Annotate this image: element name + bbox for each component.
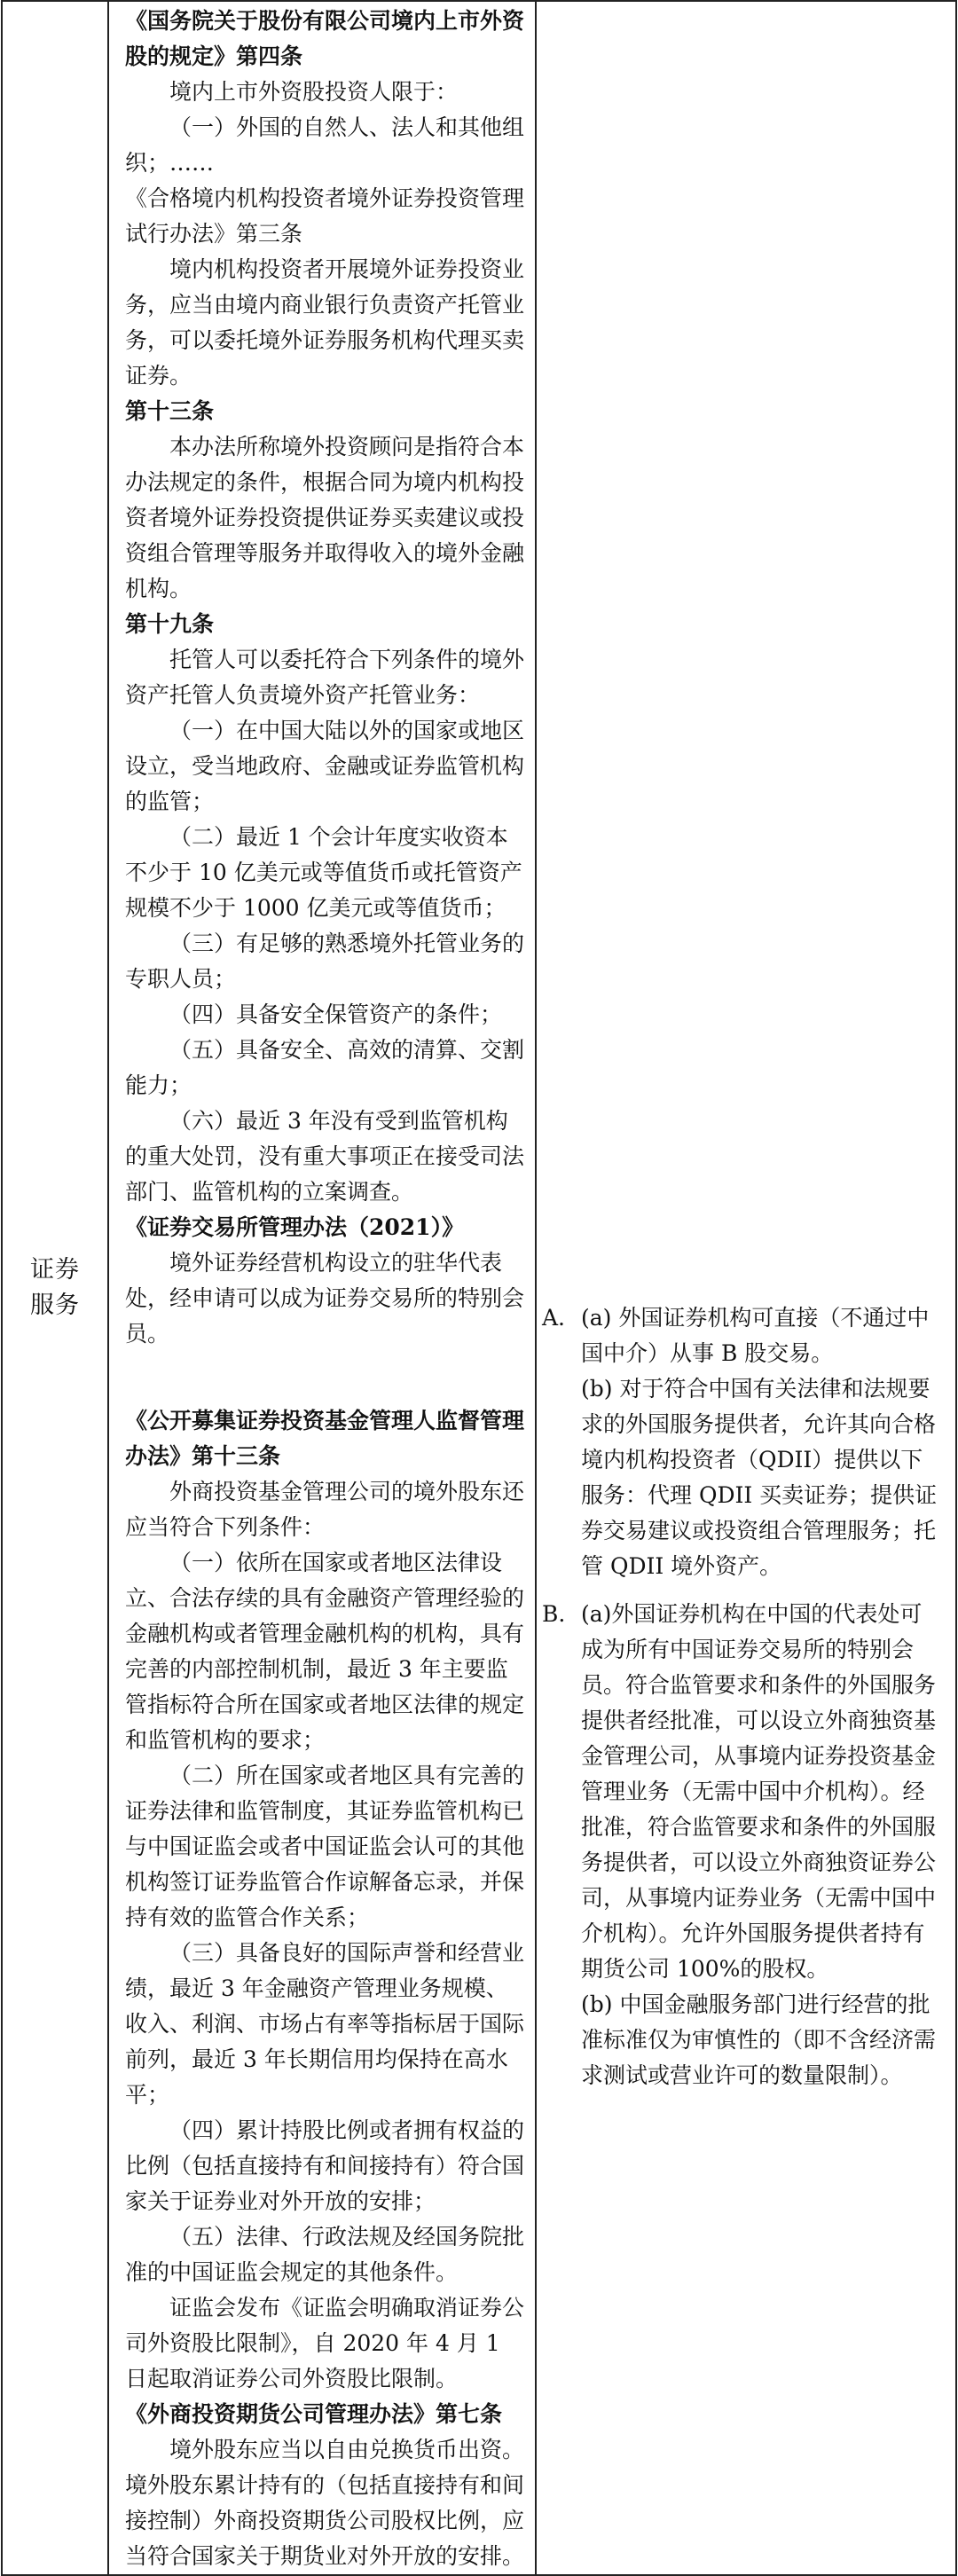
commitment-table bbox=[1, 0, 957, 2576]
section-paragraph: (a) 外国证券机构可直接（不通过中国中介）从事 B 股交易。 bbox=[581, 1305, 930, 1366]
section-paragraph: (b) 对于符合中国有关法律和法规要求的外国服务提供者，允许其向合格境内机构投资者（QDII）提供以下服务：代理 QDII 买卖证券；提供证券交易建议或投资组合管理服务；托管 QDII 境外资产。 bbox=[581, 1376, 938, 1579]
category-line-2: 服务 bbox=[30, 1292, 80, 1319]
law-paragraph: （六）最近 3 年没有受到监管机构的重大处罚，没有重大事项正在接受司法部门、监管机构的立案调查。 bbox=[125, 1108, 525, 1205]
law-paragraph: 境内机构投资者开展境外证券投资业务，应当由境内商业银行负责资产托管业务，可以委托境外证券服务机构代理买卖证券。 bbox=[125, 256, 525, 389]
law-paragraph: （五）法律、行政法规及经国务院批准的中国证监会规定的其他条件。 bbox=[125, 2224, 525, 2285]
law-heading: 第十九条 bbox=[125, 611, 215, 637]
law-paragraph: （四）累计持股比例或者拥有权益的比例（包括直接持有和间接持有）符合国家关于证券业对外开放的安排； bbox=[125, 2117, 525, 2214]
law-heading: 《外商投资期货公司管理办法》第七条 bbox=[125, 2401, 503, 2427]
law-heading: 第十三条 bbox=[125, 398, 215, 424]
law-text bbox=[109, 2, 535, 2574]
section-letter: A. bbox=[542, 1305, 566, 1331]
law-heading: 《证券交易所管理办法（2021）》 bbox=[125, 1214, 465, 1240]
commitment-text bbox=[537, 483, 955, 2093]
law-heading: 《国务院关于股份有限公司境内上市外资股的规定》第四条 bbox=[125, 8, 525, 69]
law-paragraph: （一）外国的自然人、法人和其他组织；…… bbox=[125, 114, 525, 176]
law-paragraph: 本办法所称境外投资顾问是指符合本办法规定的条件，根据合同为境内机构投资者境外证券投资提供证券买卖建议或投资组合管理等服务并取得收入的境外金融机构。 bbox=[125, 434, 525, 601]
commitment-spacer bbox=[542, 1584, 943, 1597]
section-letter: B. bbox=[542, 1601, 566, 1627]
commitment-top-spacer bbox=[542, 483, 943, 1300]
table-row bbox=[2, 1, 956, 2575]
law-paragraph: 外商投资基金管理公司的境外股东还应当符合下列条件： bbox=[125, 1479, 525, 1540]
category-cell bbox=[2, 1, 108, 2575]
law-paragraph: 境内上市外资股投资人限于： bbox=[169, 79, 459, 105]
law-cell bbox=[108, 1, 536, 2575]
section-paragraph: (b) 中国金融服务部门进行经营的批准标准仅为审慎性的（即不含经济需求测试或营业许可的数量限制）。 bbox=[581, 1991, 937, 2088]
law-paragraph: 境外股东应当以自由兑换货币出资。境外股东累计持有的（包括直接持有和间接控制）外商投资期货公司股权比例，应当符合国家关于期货业对外开放的安排。 bbox=[125, 2437, 525, 2569]
section-paragraph: (a)外国证券机构在中国的代表处可成为所有中国证券交易所的特别会员。符合监管要求和条件的外国服务提供者经批准，可以设立外商独资基金管理公司，从事境内证券投资基金管理业务（无需中国中介机构）。经批准，符合监管要求和条件的外国服务提供者，可以设立外商独资证券公司，从事境内证券业务（无需中国中介机构）。允许外国服务提供者持有期货公司 100%的股权。 bbox=[581, 1601, 937, 1982]
law-part-2 bbox=[125, 1403, 524, 2574]
law-spacer bbox=[125, 1352, 524, 1403]
law-paragraph: （三）具备良好的国际声誉和经营业绩，最近 3 年金融资产管理业务规模、收入、利润、市场占有率等指标居于国际前列，最近 3 年长期信用均保持在高水平； bbox=[125, 1940, 525, 2108]
section-body bbox=[581, 1597, 943, 2093]
law-paragraph: 证监会发布《证监会明确取消证券公司外资股比限制》，自 2020 年 4 月 1 日起取消证券公司外资股比限制。 bbox=[125, 2295, 525, 2391]
law-paragraph: （四）具备安全保管资产的条件； bbox=[169, 1001, 503, 1027]
law-paragraph: （五）具备安全、高效的清算、交割能力； bbox=[125, 1037, 525, 1098]
law-paragraph: 《合格境内机构投资者境外证券投资管理试行办法》第三条 bbox=[125, 185, 525, 247]
law-paragraph: （一）依所在国家或者地区法律设立、合法存续的具有金融资产管理经验的金融机构或者管理金融机构的机构，具有完善的内部控制机制，最近 3 年主要监管指标符合所在国家或者地区法律的规定和监管机构的要求； bbox=[125, 1550, 525, 1753]
law-paragraph: （一）在中国大陆以外的国家或地区设立，受当地政府、金融或证券监管机构的监管； bbox=[125, 718, 525, 814]
category-line-1: 证券 bbox=[30, 1256, 80, 1284]
commitment-section-a bbox=[542, 1300, 943, 1584]
law-paragraph: 境外证券经营机构设立的驻华代表处，经申请可以成为证券交易所的特别会员。 bbox=[125, 1250, 525, 1347]
commitment-section-b bbox=[542, 1597, 943, 2093]
law-part-1 bbox=[125, 4, 524, 1352]
category-label bbox=[3, 1253, 107, 1323]
law-paragraph: （三）有足够的熟悉境外托管业务的专职人员； bbox=[125, 931, 525, 992]
commitment-cell bbox=[536, 1, 956, 2575]
law-paragraph: （二）所在国家或者地区具有完善的证券法律和监管制度，其证券监管机构已与中国证监会或者中国证监会认可的其他机构签订证券监管合作谅解备忘录，并保持有效的监管合作关系； bbox=[125, 1763, 525, 1930]
law-paragraph: 托管人可以委托符合下列条件的境外资产托管人负责境外资产托管业务： bbox=[125, 647, 525, 708]
section-body bbox=[581, 1300, 943, 1584]
law-paragraph: （二）最近 1 个会计年度实收资本不少于 10 亿美元或等值货币或托管资产规模不少于 1000 亿美元或等值货币； bbox=[125, 824, 522, 921]
law-heading: 《公开募集证券投资基金管理人监督管理办法》第十三条 bbox=[125, 1408, 525, 1469]
